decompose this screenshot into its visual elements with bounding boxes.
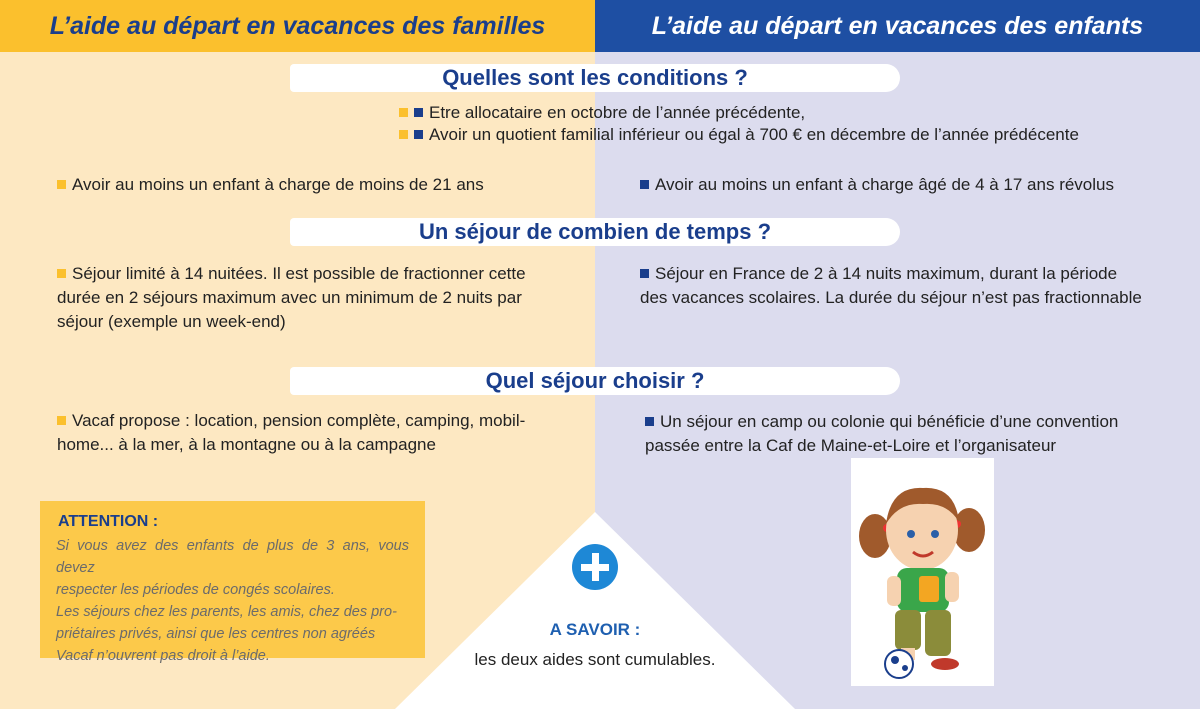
duration-children: Séjour en France de 2 à 14 nuits maximum, durant la période des vacances scolaires. La durée du séjour n’est pas fractionnable	[640, 264, 1142, 307]
common-condition-2: Avoir un quotient familial inférieur ou égal à 700 € en décembre de l’année prédécente	[399, 123, 1079, 147]
section-title-duration: Un séjour de combien de temps ?	[290, 218, 900, 246]
attention-title: ATTENTION :	[58, 513, 159, 530]
choice-children: Un séjour en camp ou colonie qui bénéficie d’une convention passée entre la Caf de Maine-et-Loire et l’organisateur	[645, 412, 1119, 455]
section-title-conditions: Quelles sont les conditions ?	[290, 64, 900, 92]
attention-body: Si vous avez des enfants de plus de 3 ans, vous devez respecter les périodes de congés scolaires. Les séjours chez les parents, les amis, chez des pro- priétaires privés, ainsi que les centres non agréés Vacaf n’ouvrent pas droit à l’aide.	[56, 538, 409, 664]
header-children: L’aide au départ en vacances des enfants	[595, 0, 1200, 52]
plus-circle-icon	[572, 544, 618, 590]
common-condition-1: Etre allocataire en octobre de l’année précédente,	[399, 101, 805, 125]
choice-families: Vacaf propose : location, pension complète, camping, mobil- home... à la mer, à la montagne ou à la campagne	[57, 411, 526, 454]
girl-with-ball-illustration	[851, 458, 994, 686]
a-savoir-text: les deux aides sont cumulables.	[474, 650, 716, 669]
girl-illustration	[851, 458, 994, 686]
header-families: L’aide au départ en vacances des familles	[0, 0, 595, 52]
a-savoir-title: A SAVOIR :	[549, 620, 641, 639]
duration-families: Séjour limité à 14 nuitées. Il est possible de fractionner cette durée en 2 séjours maximum avec un minimum de 2 nuits par séjour (exemple un week-end)	[57, 264, 526, 331]
section-title-choice: Quel séjour choisir ?	[290, 367, 900, 395]
condition-children: Avoir au moins un enfant à charge âgé de 4 à 17 ans révolus	[640, 173, 1114, 197]
condition-families: Avoir au moins un enfant à charge de moins de 21 ans	[57, 173, 484, 197]
